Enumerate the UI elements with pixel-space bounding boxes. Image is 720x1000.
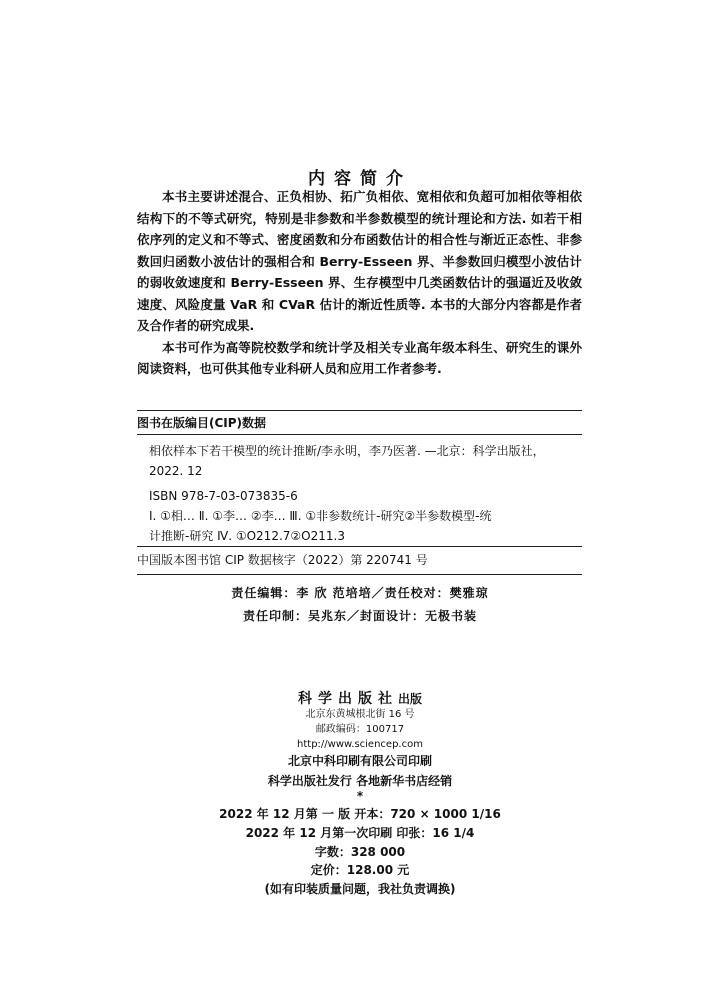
word-count: 字数：328 000 bbox=[314, 845, 406, 859]
credits-production: 责任印制：吴兆东／封面设计：无极书装 bbox=[242, 609, 477, 623]
cip-middle-rule bbox=[137, 546, 582, 547]
separator-star: * bbox=[356, 789, 364, 803]
cip-class-line-1: Ⅰ. ①相… Ⅱ. ①李… ②李… Ⅲ. ①非参数统计-研究②半参数模型-统 bbox=[149, 509, 492, 523]
cip-entry bbox=[137, 441, 582, 481]
printer: 北京中科印刷有限公司印刷 bbox=[287, 754, 432, 768]
cip-bottom-rule bbox=[137, 574, 582, 575]
credits-editors: 责任编辑：李 欣 范培培／责任校对：樊雅琼 bbox=[231, 586, 489, 600]
cip-number: 中国版本图书馆 CIP 数据核字（2022）第 220741 号 bbox=[137, 553, 428, 567]
quality-note: (如有印装质量问题，我社负责调换) bbox=[264, 882, 456, 896]
distribution: 科学出版社发行 各地新华书店经销 bbox=[267, 774, 453, 788]
cip-top-rule bbox=[137, 410, 582, 411]
price: 定价：128.00 元 bbox=[310, 863, 410, 877]
cip-heading-rule bbox=[137, 434, 582, 435]
summary-paragraph-2: 本书可作为高等院校数学和统计学及相关专业高年级本科生、研究生的课外阅读资料，也可供其他专业科研人员和应用工作者参考. bbox=[137, 339, 582, 376]
printing-info: 2022 年 12 月第一次印刷 印张：16 1/4 bbox=[245, 826, 475, 840]
cip-line-1: 相依样本下若干模型的统计推断/李永明，李乃医著. —北京：科学出版社， bbox=[149, 444, 545, 458]
publisher-website: http://www.sciencep.com bbox=[297, 739, 423, 750]
cip-isbn: ISBN 978-7-03-073835-6 bbox=[149, 489, 298, 503]
edition-info: 2022 年 12 月第 一 版 开本：720 × 1000 1/16 bbox=[219, 807, 501, 821]
publisher-address: 北京东黄城根北街 16 号 bbox=[305, 709, 415, 720]
publisher-line bbox=[0, 688, 720, 708]
cip-line-2: 2022. 12 bbox=[149, 464, 203, 478]
publisher-suffix: 出版 bbox=[397, 692, 422, 706]
cip-class-line-2: 计推断-研究 Ⅳ. ①O212.7②O211.3 bbox=[149, 529, 345, 543]
summary-paragraph-1: 本书主要讲述混合、正负相协、拓广负相依、宽相依和负超可加相依等相依结构下的不等式研究，特别是非参数和半参数模型的统计理论和方法. 如若干相依序列的定义和不等式、密度函数和分布函数估计的相合性与渐近正态性、非参数回归函数小波估计的强相合和 Berry-Esseen 界、半参数回归模型小波估计的弱收敛速度和 Berry-Esseen 界、生存模型中几类函数估计的强逼近及收敛速度、风险度量 VaR 和 CVaR 估计的渐近性质等. 本书的大部分内容都是作者及合作者的研究成果. bbox=[137, 189, 582, 333]
cip-heading: 图书在版编目(CIP)数据 bbox=[137, 416, 267, 430]
page-title: 内容简介 bbox=[308, 169, 412, 189]
publisher-name: 科学出版社 bbox=[297, 691, 398, 707]
summary-block bbox=[137, 186, 582, 380]
publisher-postcode: 邮政编码：100717 bbox=[315, 724, 405, 735]
